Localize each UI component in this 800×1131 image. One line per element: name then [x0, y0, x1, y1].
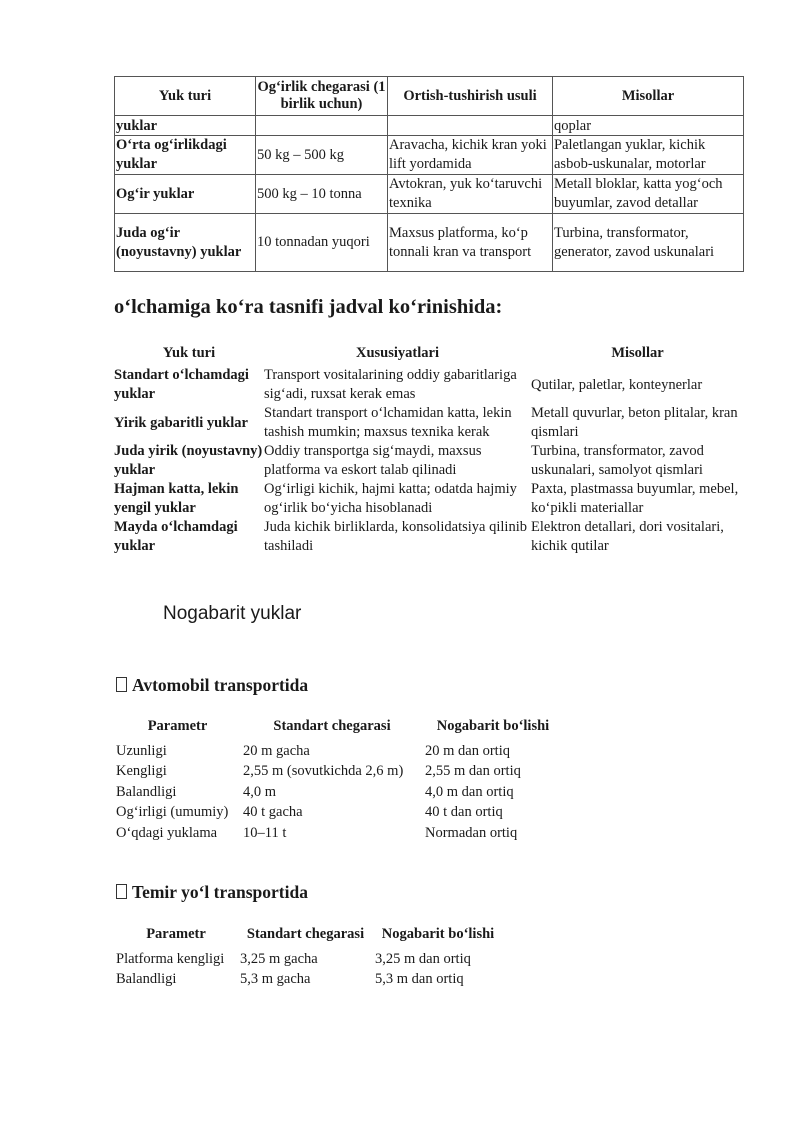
rail-transport-heading: [116, 882, 308, 903]
column-header: Ortish-tushirish usuli: [388, 77, 553, 116]
table-row: [114, 518, 744, 556]
table-cell: 50 kg – 500 kg: [256, 136, 388, 175]
table-row: [114, 969, 503, 990]
table-row: [114, 404, 744, 442]
table-cell: [388, 116, 553, 136]
table-cell: Avtokran, yuk ko‘taruvchi texnika: [388, 175, 553, 214]
table-row: [114, 949, 503, 970]
table-cell: Juda og‘ir (noyustavny) yuklar: [115, 214, 256, 272]
table-cell: [256, 116, 388, 136]
column-header: Nogabarit bo‘lishi: [436, 718, 550, 734]
table-cell: Maxsus platforma, ko‘p tonnali kran va transport: [388, 214, 553, 272]
table-cell: Yirik gabaritli yuklar: [114, 414, 248, 431]
table-row: [114, 366, 744, 404]
table-cell: 20 m dan ortiq: [425, 742, 510, 759]
rail-transport-title: Temir yo‘l transportida: [132, 882, 308, 902]
table-cell: yuklar: [115, 116, 256, 136]
column-header: Parametr: [146, 926, 206, 942]
section-heading: o‘lchamiga ko‘ra tasnifi jadval ko‘rinishida:: [114, 296, 503, 318]
table-row: [115, 214, 744, 272]
column-header: Og‘irlik chegarasi (1 birlik uchun): [256, 77, 388, 116]
table-cell: 2,55 m (sovutkichda 2,6 m): [243, 763, 404, 779]
rail-params-table: [114, 924, 503, 990]
table-cell: Aravacha, kichik kran yoki lift yordamida: [388, 136, 553, 175]
table-cell: Og‘irligi (umumiy): [116, 804, 229, 820]
table-cell: Uzunligi: [116, 742, 167, 759]
table-cell: Platforma kengligi: [116, 950, 225, 967]
table-cell: 10 tonnadan yuqori: [256, 214, 388, 272]
table-row: [115, 136, 744, 175]
table-cell: 3,25 m gacha: [240, 950, 318, 967]
section-title: Nogabarit yuklar: [163, 603, 302, 624]
table-cell: Juda yirik (noyustavny) yuklar: [114, 443, 263, 478]
table-cell: Qutilar, paletlar, konteynerlar: [531, 376, 703, 393]
missing-glyph-icon: [116, 884, 127, 899]
weight-classification-table: [114, 76, 744, 272]
column-header: Parametr: [147, 718, 208, 734]
size-classification-table: [114, 344, 744, 556]
auto-params-table: [114, 716, 563, 843]
table-row: [114, 802, 563, 823]
table-cell: 20 m gacha: [243, 742, 310, 759]
table-cell: 2,55 m dan ortiq: [425, 763, 521, 779]
table-cell: 5,3 m gacha: [240, 971, 311, 987]
table-cell: Turbina, transformator, zavod uskunalari, samolyot qismlari: [531, 443, 704, 478]
table-row: [115, 116, 744, 136]
table-cell: Paxta, plastmassa buyumlar, mebel, ko‘pikli materiallar: [531, 481, 739, 516]
table-cell: Juda kichik birliklarda, konsolidatsiya qilinib tashiladi: [264, 519, 527, 554]
table-cell: 4,0 m dan ortiq: [425, 783, 514, 800]
table-header-row: [114, 716, 563, 741]
table-row: [114, 741, 563, 762]
table-cell: Hajman katta, lekin yengil yuklar: [114, 481, 239, 516]
table-row: [115, 175, 744, 214]
auto-transport-heading: [116, 675, 308, 696]
table-cell: Oddiy transportga sig‘maydi, maxsus platforma va eskort talab qilinadi: [264, 443, 482, 478]
table-cell: Mayda o‘lchamdagi yuklar: [114, 519, 238, 554]
column-header: Nogabarit bo‘lishi: [381, 926, 495, 942]
table-row: [114, 761, 563, 782]
column-header: Misollar: [611, 345, 664, 361]
table-cell: 3,25 m dan ortiq: [375, 950, 471, 967]
table-cell: Og‘ir yuklar: [115, 175, 256, 214]
table-cell: Transport vositalarining oddiy gabaritlariga sig‘adi, ruxsat kerak emas: [264, 367, 517, 402]
column-header: Xususiyatlari: [356, 345, 439, 361]
table-cell: Metall quvurlar, beton plitalar, kran qismlari: [531, 405, 738, 440]
table-cell: Metall bloklar, katta yog‘och buyumlar, zavod detallar: [553, 175, 744, 214]
table-cell: 10–11 t: [243, 824, 287, 841]
table-cell: Standart transport o‘lchamidan katta, lekin tashish mumkin; maxsus texnika kerak: [264, 405, 512, 440]
table-cell: Paletlangan yuklar, kichik asbob-uskunalar, motorlar: [553, 136, 744, 175]
table-cell: Balandligi: [116, 783, 177, 800]
table-row: [114, 442, 744, 480]
column-header: Yuk turi: [115, 77, 256, 116]
table-cell: 5,3 m dan ortiq: [375, 971, 464, 987]
table-cell: Kengligi: [116, 763, 167, 779]
table-cell: 500 kg – 10 tonna: [256, 175, 388, 214]
table-cell: O‘qdagi yuklama: [116, 824, 218, 841]
table-cell: Og‘irligi kichik, hajmi katta; odatda hajmiy og‘irlik bo‘yicha hisoblanadi: [264, 481, 517, 516]
table-header-row: [114, 344, 744, 366]
table-cell: Balandligi: [116, 971, 177, 987]
table-header-row: [114, 924, 503, 949]
column-header: Standart chegarasi: [273, 718, 391, 734]
table-cell: qoplar: [553, 116, 744, 136]
table-row: [114, 480, 744, 518]
column-header: Standart chegarasi: [246, 926, 365, 942]
table-cell: Standart o‘lchamdagi yuklar: [114, 367, 249, 402]
table-header-row: [115, 77, 744, 116]
missing-glyph-icon: [116, 677, 127, 692]
table-row: [114, 823, 563, 844]
table-cell: O‘rta og‘irlikdagi yuklar: [115, 136, 256, 175]
table-cell: 40 t dan ortiq: [425, 804, 503, 820]
table-cell: Normadan ortiq: [425, 824, 518, 841]
table-cell: Turbina, transformator, generator, zavod uskunalari: [553, 214, 744, 272]
column-header: Misollar: [553, 77, 744, 116]
table-cell: 4,0 m: [243, 783, 277, 800]
table-row: [114, 782, 563, 803]
table-cell: Elektron detallari, dori vositalari, kichik qutilar: [531, 519, 724, 554]
auto-transport-title: Avtomobil transportida: [132, 675, 309, 695]
column-header: Yuk turi: [162, 345, 216, 361]
table-cell: 40 t gacha: [243, 804, 303, 820]
